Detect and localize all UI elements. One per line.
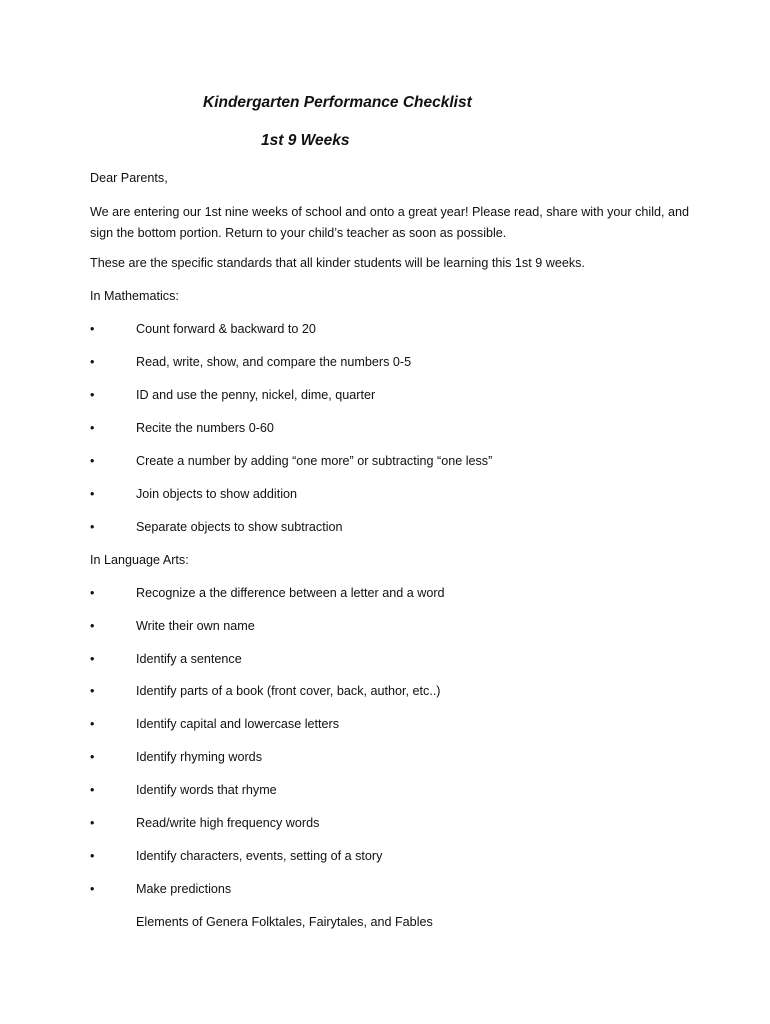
bullet-icon: • [90, 322, 95, 336]
list-item-label: Separate objects to show subtraction [136, 520, 343, 534]
bullet-icon: • [90, 619, 95, 633]
document-title: Kindergarten Performance Checklist [203, 94, 472, 111]
list-item-label: Read, write, show, and compare the numbers 0-5 [136, 355, 412, 369]
list-item-label: Identify words that rhyme [136, 783, 277, 797]
list-item-label: Identify capital and lowercase letters [136, 717, 340, 731]
bullet-icon: • [90, 849, 95, 863]
list-item-label: Count forward & backward to 20 [136, 322, 316, 336]
intro-paragraph: We are entering our 1st nine weeks of school and onto a great year! Please read, share with your child, and sign the bottom portion. Return to your child’s teacher as soon as possible. [90, 205, 690, 240]
bullet-icon: • [90, 717, 95, 731]
bullet-icon: • [90, 684, 95, 698]
list-item-label: Make predictions [136, 882, 232, 896]
bullet-icon: • [90, 520, 95, 534]
language-arts-heading: In Language Arts: [90, 553, 189, 567]
list-item-label: Join objects to show addition [136, 487, 298, 501]
bullet-icon: • [90, 652, 95, 666]
bullet-icon: • [90, 783, 95, 797]
standards-intro: These are the specific standards that all kinder students will be learning this 1st 9 weeks. [90, 256, 585, 270]
list-item-label: ID and use the penny, nickel, dime, quarter [136, 388, 376, 402]
document-subtitle: 1st 9 Weeks [261, 132, 350, 149]
bullet-icon: • [90, 355, 95, 369]
list-item-label: Recite the numbers 0-60 [136, 421, 274, 435]
genre-elements-line: Elements of Genera Folktales, Fairytales, and Fables [136, 915, 433, 929]
list-item-label: Read/write high frequency words [136, 816, 320, 830]
bullet-icon: • [90, 750, 95, 764]
list-item-label: Identify parts of a book (front cover, back, author, etc..) [136, 684, 441, 698]
bullet-icon: • [90, 882, 95, 896]
list-item-label: Identify characters, events, setting of a story [136, 849, 383, 863]
list-item-label: Write their own name [136, 619, 255, 633]
greeting: Dear Parents, [90, 171, 168, 185]
bullet-icon: • [90, 816, 95, 830]
list-item-label: Create a number by adding “one more” or subtracting “one less” [136, 454, 493, 468]
bullet-icon: • [90, 454, 95, 468]
list-item-label: Recognize a the difference between a letter and a word [136, 586, 445, 600]
math-heading: In Mathematics: [90, 289, 179, 303]
bullet-icon: • [90, 487, 95, 501]
bullet-icon: • [90, 388, 95, 402]
bullet-icon: • [90, 421, 95, 435]
list-item-label: Identify rhyming words [136, 750, 262, 764]
list-item-label: Identify a sentence [136, 652, 242, 666]
bullet-icon: • [90, 586, 95, 600]
